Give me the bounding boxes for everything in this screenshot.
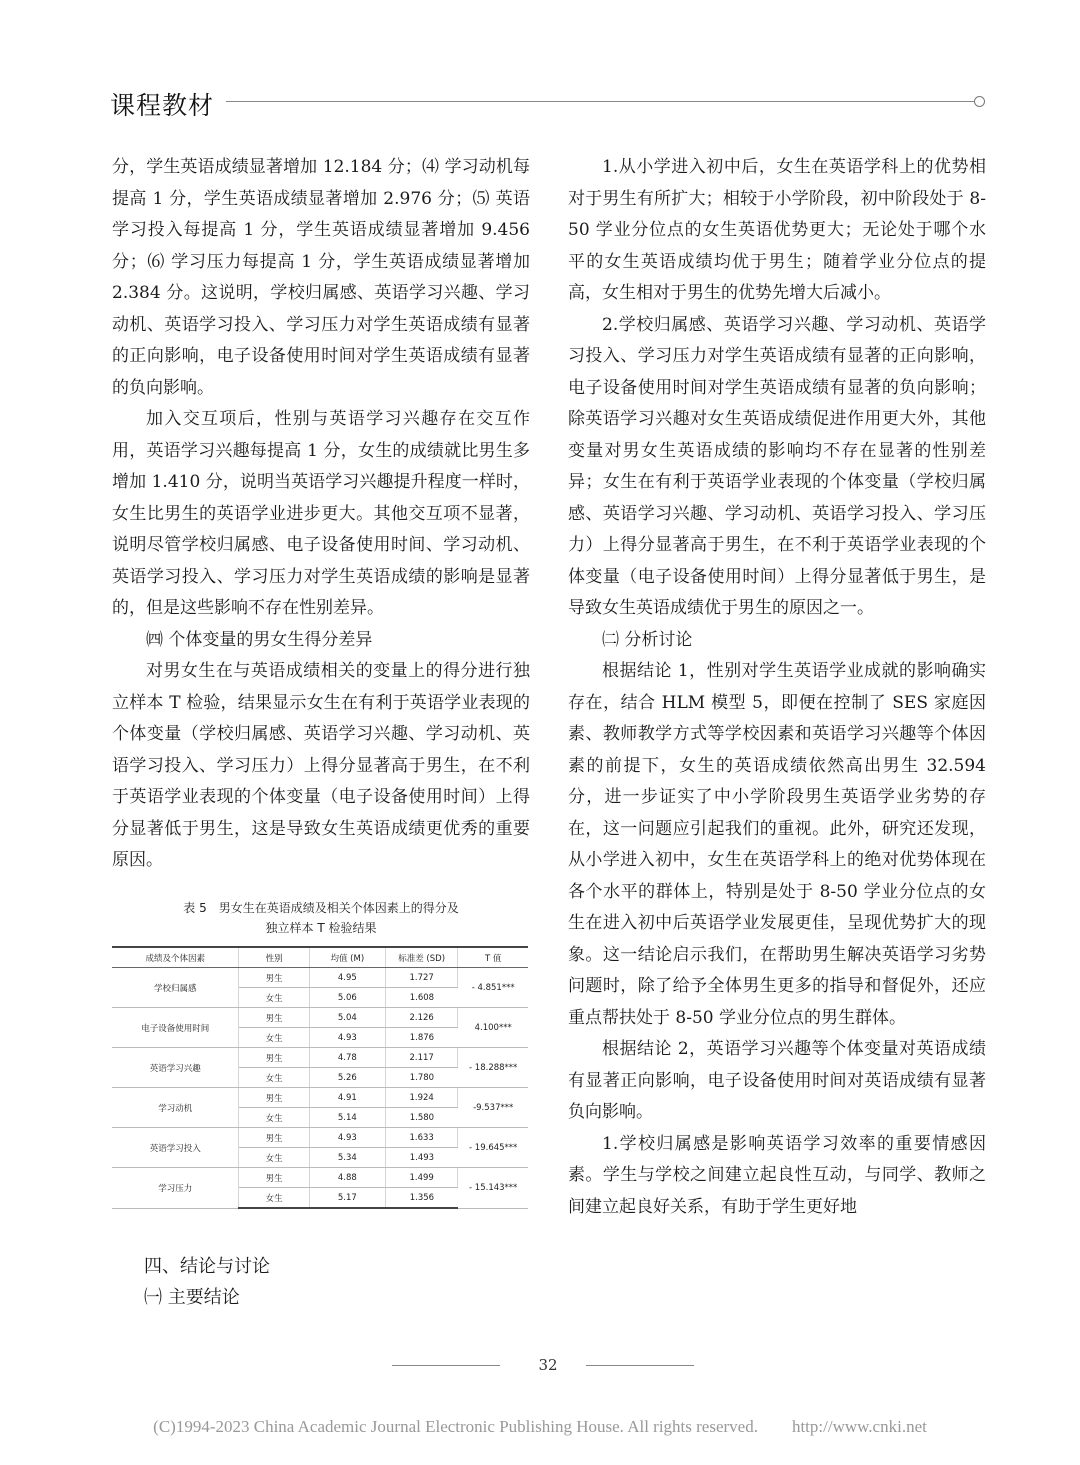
gender-cell: 男生 bbox=[239, 1128, 309, 1148]
paragraph: 1.从小学进入初中后，女生在英语学科上的优势相对于男生有所扩大；相较于小学阶段，初中阶段处于 8-50 学业分位点的女生英语优势更大；无论处于哪个水平的女生英语成绩均优于男生；随着学业分位点的提高，女生相对于男生的优势先增大后减小。 bbox=[568, 157, 986, 303]
mean-cell: 4.93 bbox=[309, 1128, 385, 1148]
table-row bbox=[112, 1048, 528, 1068]
mean-cell: 5.14 bbox=[309, 1108, 385, 1128]
table-caption-line1: 表 5 男女生在英语成绩及相关个体因素上的得分及 bbox=[183, 901, 459, 915]
copyright-notice: (C)1994-2023 China Academic Journal Electronic Publishing House. All rights reserved. http://www.cnki.net bbox=[153, 1417, 927, 1436]
header-ornament-icon bbox=[974, 96, 985, 107]
mean-cell: 4.78 bbox=[309, 1048, 385, 1068]
mean-cell: 4.93 bbox=[309, 1028, 385, 1048]
t-value-cell: - 19.645*** bbox=[458, 1128, 528, 1168]
factor-cell: 英语学习兴趣 bbox=[112, 1048, 239, 1088]
table-row bbox=[112, 1168, 528, 1188]
journal-section-title: 课程教材 bbox=[110, 91, 215, 120]
factor-cell: 学习动机 bbox=[112, 1088, 239, 1128]
paragraph: 根据结论 2，英语学习兴趣等个体变量对英语成绩有显著正向影响，电子设备使用时间对英语成绩有显著负向影响。 bbox=[568, 1039, 986, 1122]
paragraph: 2.学校归属感、英语学习兴趣、学习动机、英语学习投入、学习压力对学生英语成绩有显著的正向影响，电子设备使用时间对学生英语成绩有显著的负向影响；除英语学习兴趣对女生英语成绩促进作用更大外，其他变量对男女生英语成绩的影响均不存在显著的性别差异；女生在有利于英语学业表现的个体变量（学校归属感、英语学习兴趣、学习动机、英语学习投入、学习压力）上得分显著高于男生，在不利于英语学业表现的个体变量（电子设备使用时间）上得分显著低于男生，是导致女生英语成绩优于男生的原因之一。 bbox=[568, 314, 986, 618]
paragraph: 1.学校归属感是影响英语学习效率的重要情感因素。学生与学校之间建立起良性互动，与同学、教师之间建立起良好关系，有助于学生更好地 bbox=[568, 1133, 986, 1217]
mean-cell: 4.91 bbox=[309, 1088, 385, 1108]
t-value-cell: - 15.143*** bbox=[458, 1168, 528, 1209]
sd-cell: 1.493 bbox=[385, 1148, 457, 1168]
sd-cell: 1.608 bbox=[385, 988, 457, 1008]
left-column bbox=[112, 152, 530, 877]
table-5 bbox=[112, 898, 530, 1209]
gender-cell: 女生 bbox=[239, 1068, 309, 1088]
right-column bbox=[568, 152, 986, 1223]
factor-cell: 学校归属感 bbox=[112, 968, 239, 1008]
gender-cell: 男生 bbox=[239, 1008, 309, 1028]
column-header: 性别 bbox=[239, 947, 309, 968]
mean-cell: 5.17 bbox=[309, 1188, 385, 1209]
gender-cell: 女生 bbox=[239, 1148, 309, 1168]
gender-cell: 男生 bbox=[239, 968, 309, 988]
footer-rule-right bbox=[586, 1365, 694, 1366]
column-header: T 值 bbox=[458, 947, 528, 968]
mean-cell: 4.88 bbox=[309, 1168, 385, 1188]
gender-cell: 男生 bbox=[239, 1088, 309, 1108]
table-caption-line2: 独立样本 T 检验结果 bbox=[265, 921, 377, 935]
subsection-heading: ㈡ 分析讨论 bbox=[602, 629, 693, 650]
footer-rule-left bbox=[392, 1365, 500, 1366]
factor-cell: 电子设备使用时间 bbox=[112, 1008, 239, 1048]
subsection-heading: ㈠ 主要结论 bbox=[144, 1287, 240, 1308]
mean-cell: 5.26 bbox=[309, 1068, 385, 1088]
gender-cell: 男生 bbox=[239, 1048, 309, 1068]
column-header: 成绩及个体因素 bbox=[112, 947, 239, 968]
mean-cell: 4.95 bbox=[309, 968, 385, 988]
t-value-cell: 4.100*** bbox=[458, 1008, 528, 1048]
table-row bbox=[112, 1008, 528, 1028]
data-table bbox=[112, 946, 528, 1209]
sd-cell: 1.727 bbox=[385, 968, 457, 988]
sd-cell: 2.126 bbox=[385, 1008, 457, 1028]
mean-cell: 5.06 bbox=[309, 988, 385, 1008]
column-header: 标准差 (SD) bbox=[385, 947, 457, 968]
t-value-cell: - 4.851*** bbox=[458, 968, 528, 1008]
sd-cell: 1.924 bbox=[385, 1088, 457, 1108]
sd-cell: 1.780 bbox=[385, 1068, 457, 1088]
paragraph: 根据结论 1，性别对学生英语学业成就的影响确实存在，结合 HLM 模型 5，即便在控制了 SES 家庭因素、教师教学方式等学校因素和英语学习兴趣等个体因素的前提下，女生的英语成绩依然高出男生 32.594 分，进一步证实了中小学阶段男生英语学业劣势的存在，这一问题应引起我们的重视。此外，研究还发现，从小学进入初中，女生在英语学科上的绝对优势体现在各个水平的群体上，特别是处于 8-50 学业分位点的女生在进入初中后英语学业发展更佳，呈现优势扩大的现象。这一结论启示我们，在帮助男生解决英语学习劣势问题时，除了给予全体男生更多的指导和督促外，还应重点帮扶处于 8-50 学业分位点的男生群体。 bbox=[568, 661, 986, 1028]
paragraph: 分，学生英语成绩显著增加 12.184 分；⑷ 学习动机每提高 1 分，学生英语成绩显著增加 2.976 分；⑸ 英语学习投入每提高 1 分，学生英语成绩显著增加 9.456 分；⑹ 学习压力每提高 1 分，学生英语成绩显著增加 2.384 分。这说明，学校归属感、英语学习兴趣、学习动机、英语学习投入、学习压力对学生英语成绩有显著的正向影响，电子设备使用时间对学生英语成绩有显著的负向影响。 bbox=[112, 157, 530, 398]
sd-cell: 1.356 bbox=[385, 1188, 457, 1209]
sd-cell: 1.580 bbox=[385, 1108, 457, 1128]
table-row bbox=[112, 1128, 528, 1148]
gender-cell: 女生 bbox=[239, 1188, 309, 1209]
t-value-cell: -9.537*** bbox=[458, 1088, 528, 1128]
factor-cell: 英语学习投入 bbox=[112, 1128, 239, 1168]
page-number: 32 bbox=[538, 1356, 558, 1374]
table-row bbox=[112, 1088, 528, 1108]
gender-cell: 女生 bbox=[239, 988, 309, 1008]
mean-cell: 5.34 bbox=[309, 1148, 385, 1168]
header-rule bbox=[226, 101, 974, 102]
section-heading: 四、结论与讨论 bbox=[144, 1256, 270, 1277]
t-value-cell: - 18.288*** bbox=[458, 1048, 528, 1088]
gender-cell: 男生 bbox=[239, 1168, 309, 1188]
sd-cell: 1.499 bbox=[385, 1168, 457, 1188]
paragraph: 加入交互项后，性别与英语学习兴趣存在交互作用，英语学习兴趣每提高 1 分，女生的成绩就比男生多增加 1.410 分，说明当英语学习兴趣提升程度一样时，女生比男生的英语学业进步更大。其他交互项不显著，说明尽管学校归属感、电子设备使用时间、学习动机、英语学习投入、学习压力对学生英语成绩的影响是显著的，但是这些影响不存在性别差异。 bbox=[112, 409, 530, 618]
column-header: 均值 (M) bbox=[309, 947, 385, 968]
mean-cell: 5.04 bbox=[309, 1008, 385, 1028]
gender-cell: 女生 bbox=[239, 1108, 309, 1128]
sd-cell: 1.876 bbox=[385, 1028, 457, 1048]
sd-cell: 2.117 bbox=[385, 1048, 457, 1068]
factor-cell: 学习压力 bbox=[112, 1168, 239, 1209]
paragraph: 对男女生在与英语成绩相关的变量上的得分进行独立样本 T 检验，结果显示女生在有利于英语学业表现的个体变量（学校归属感、英语学习兴趣、学习动机、英语学习投入、学习压力）上得分显著高于男生，在不利于英语学业表现的个体变量（电子设备使用时间）上得分显著低于男生，这是导致女生英语成绩更优秀的重要原因。 bbox=[112, 661, 530, 870]
sd-cell: 1.633 bbox=[385, 1128, 457, 1148]
subsection-heading: ㈣ 个体变量的男女生得分差异 bbox=[146, 629, 373, 650]
gender-cell: 女生 bbox=[239, 1028, 309, 1048]
table-row bbox=[112, 968, 528, 988]
